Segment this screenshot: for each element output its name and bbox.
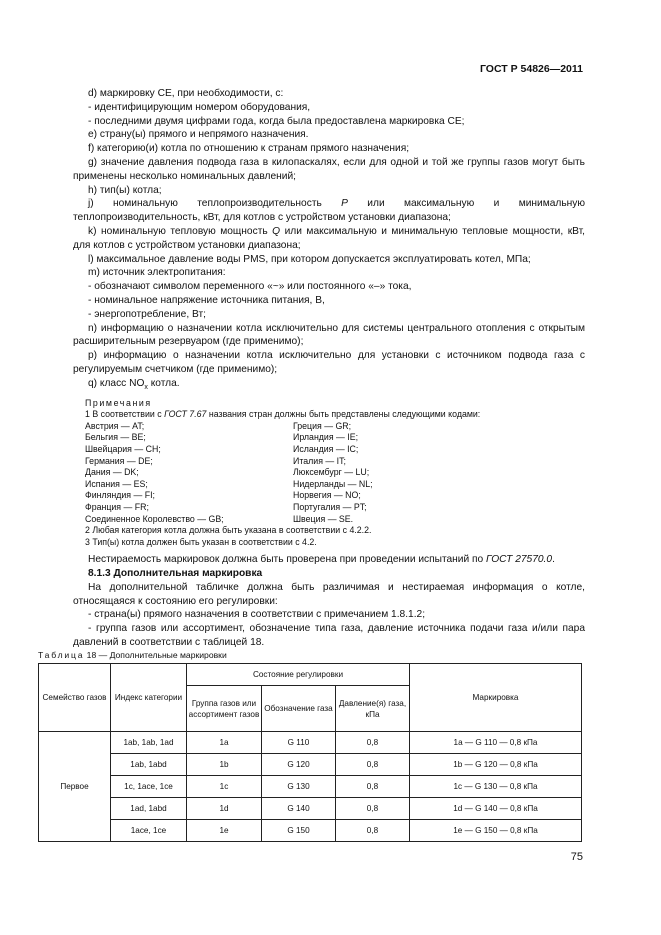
header-group: Группа газов или ассортимент газов bbox=[187, 686, 262, 732]
text-line: - группа газов или ассортимент, обозначение типа газа, давление источника подачи газа и/или пара давлений в соответствии с таблицей 18. bbox=[73, 623, 585, 649]
table-cell: 1ad, 1abd bbox=[111, 798, 187, 820]
country-code: Ирландия — IE; bbox=[293, 432, 359, 443]
table-cell: 1b bbox=[187, 754, 262, 776]
text-line: - энергопотребление, Вт; bbox=[88, 308, 206, 320]
text-line: f) категорию(и) котла по отношению к странам прямого назначения; bbox=[88, 143, 410, 155]
table-cell: 1a — G 110 — 0,8 кПа bbox=[410, 732, 582, 754]
note-2: 2 Любая категория котла должна быть указана в соответствии с 4.2.2. bbox=[85, 525, 372, 536]
notes-heading: Примечания bbox=[85, 397, 152, 408]
text-line-q: q) класс $NO_x$ котла. bbox=[88, 377, 180, 391]
table-cell: G 130 bbox=[262, 776, 336, 798]
country-code: Швеция — SE. bbox=[293, 513, 354, 524]
table-cell: 1c — G 130 — 0,8 кПа bbox=[410, 776, 582, 798]
table-cell: 1b — G 120 — 0,8 кПа bbox=[410, 754, 582, 776]
table-cell: 1ace, 1ce bbox=[111, 820, 187, 842]
table-cell: 1e — G 150 — 0,8 кПа bbox=[410, 820, 582, 842]
note-1: 1 В соответствии с ГОСТ 7.67 названия стран должны быть представлены следующими кодами: bbox=[85, 409, 481, 420]
after-notes bbox=[73, 553, 585, 650]
header-index: Индекс категории bbox=[111, 664, 187, 732]
text-line: m) источник электропитания: bbox=[88, 267, 226, 279]
table-cell: 1c, 1ace, 1ce bbox=[111, 776, 187, 798]
text-line: - последними двумя цифрами года, когда была предоставлена маркировка СЕ; bbox=[88, 115, 465, 127]
table-cell: 1d — G 140 — 0,8 кПа bbox=[410, 798, 582, 820]
table-caption: Таблица 18 — Дополнительные маркировки bbox=[38, 650, 227, 660]
country-code: Исландия — IC; bbox=[293, 443, 359, 454]
table-row bbox=[39, 820, 582, 842]
country-code: Финляндия — FI; bbox=[85, 490, 155, 501]
country-code: Соединенное Королевство — GB; bbox=[85, 513, 224, 524]
table-cell: 1d bbox=[187, 798, 262, 820]
country-code: Нидерланды — NL; bbox=[293, 478, 373, 489]
document-id: ГОСТ Р 54826—2011 bbox=[479, 63, 583, 75]
country-code: Греция — GR; bbox=[293, 420, 352, 431]
country-code: Португалия — PT; bbox=[293, 501, 367, 512]
country-code: Норвегия — NO; bbox=[293, 490, 361, 501]
country-code: Испания — ES; bbox=[85, 478, 148, 489]
text-line: - обозначают символом переменного «~» или постоянного «–» тока, bbox=[88, 281, 412, 293]
header-marking: Маркировка bbox=[410, 664, 582, 732]
table-cell: 1c bbox=[187, 776, 262, 798]
table-cell: G 110 bbox=[262, 732, 336, 754]
page-body bbox=[73, 87, 585, 650]
text-line: На дополнительной табличке должна быть различимая и нестираемая информация о котле, относящаяся к состоянию его регулировки: bbox=[73, 581, 585, 607]
country-code: Бельгия — BE; bbox=[85, 432, 146, 443]
cell-family: Первое bbox=[39, 732, 111, 842]
country-code: Германия — DE; bbox=[85, 455, 153, 466]
table-cell: 1ab, 1ab, 1ad bbox=[111, 732, 187, 754]
table-row bbox=[39, 776, 582, 798]
header-family: Семейство газов bbox=[39, 664, 111, 732]
table-row bbox=[39, 732, 582, 754]
notes bbox=[73, 398, 585, 549]
country-code: Италия — IT; bbox=[293, 455, 346, 466]
table-row bbox=[39, 798, 582, 820]
table-cell: 0,8 bbox=[336, 732, 410, 754]
markings-table bbox=[38, 663, 582, 842]
table-cell: G 150 bbox=[262, 820, 336, 842]
country-code: Дания — DK; bbox=[85, 467, 139, 478]
table-cell: 0,8 bbox=[336, 820, 410, 842]
header-pressure: Давление(я) газа, кПа bbox=[336, 686, 410, 732]
table-cell: 0,8 bbox=[336, 798, 410, 820]
table-cell: G 120 bbox=[262, 754, 336, 776]
text-line: n) информацию о назначении котла исключительно для системы центрального отопления с открытым расширительным резервуаром (где применимо); bbox=[73, 322, 585, 348]
page-number: 75 bbox=[570, 851, 583, 863]
country-code: Швейцария — CH; bbox=[85, 443, 161, 454]
text-line: - номинальное напряжение источника питания, В, bbox=[88, 294, 325, 306]
text-line-k: k) номинальную тепловую мощность Q или максимальную и минимальную тепловые мощности, кВт, для котлов с устройством установки диапазона; bbox=[73, 225, 585, 251]
section-heading: 8.1.3 Дополнительная маркировка bbox=[88, 568, 263, 580]
table-cell: G 140 bbox=[262, 798, 336, 820]
text-line: g) значение давления подвода газа в килопаскалях, если для одной и той же группы газов могут быть применены несколько номинальных давлений; bbox=[73, 156, 585, 182]
text-line: - страна(ы) прямого назначения в соответствии с примечанием 1.8.1.2; bbox=[88, 609, 426, 621]
table-cell: 1e bbox=[187, 820, 262, 842]
table-cell: 1a bbox=[187, 732, 262, 754]
text-line: p) информацию о назначении котла исключительно для установки с источником подвода газа с регулируемым счетчиком (где применимо); bbox=[73, 350, 585, 375]
text-line-j: j) номинальную теплопроизводительность P или максимальную и минимальную теплопроизводительность, кВт, для котлов с устройством установки диапазона; bbox=[73, 198, 585, 224]
header-state: Состояние регулировки bbox=[187, 664, 410, 686]
country-codes bbox=[73, 421, 585, 525]
text-line: e) страну(ы) прямого и непрямого назначения. bbox=[88, 129, 309, 141]
country-code: Австрия — AT; bbox=[85, 420, 145, 431]
note-3: 3 Тип(ы) котла должен быть указан в соответствии с 4.2. bbox=[85, 536, 317, 547]
table-cell: 1ab, 1abd bbox=[111, 754, 187, 776]
text-line: l) максимальное давление воды PMS, при котором допускается эксплуатировать котел, МПа; bbox=[88, 253, 531, 265]
text-line: h) тип(ы) котла; bbox=[88, 184, 162, 196]
table-cell: 0,8 bbox=[336, 754, 410, 776]
text-line: - идентифицирующим номером оборудования, bbox=[88, 101, 311, 113]
table-row bbox=[39, 754, 582, 776]
text-line: Нестираемость маркировок должна быть проверена при проведении испытаний по ГОСТ 27570.0. bbox=[88, 554, 555, 566]
table-cell: 0,8 bbox=[336, 776, 410, 798]
country-code: Франция — FR; bbox=[85, 501, 149, 512]
country-code: Люксембург — LU; bbox=[293, 467, 370, 478]
header-designation: Обозначение газа bbox=[262, 686, 336, 732]
text-line: d) маркировку СЕ, при необходимости, с: bbox=[88, 88, 284, 99]
